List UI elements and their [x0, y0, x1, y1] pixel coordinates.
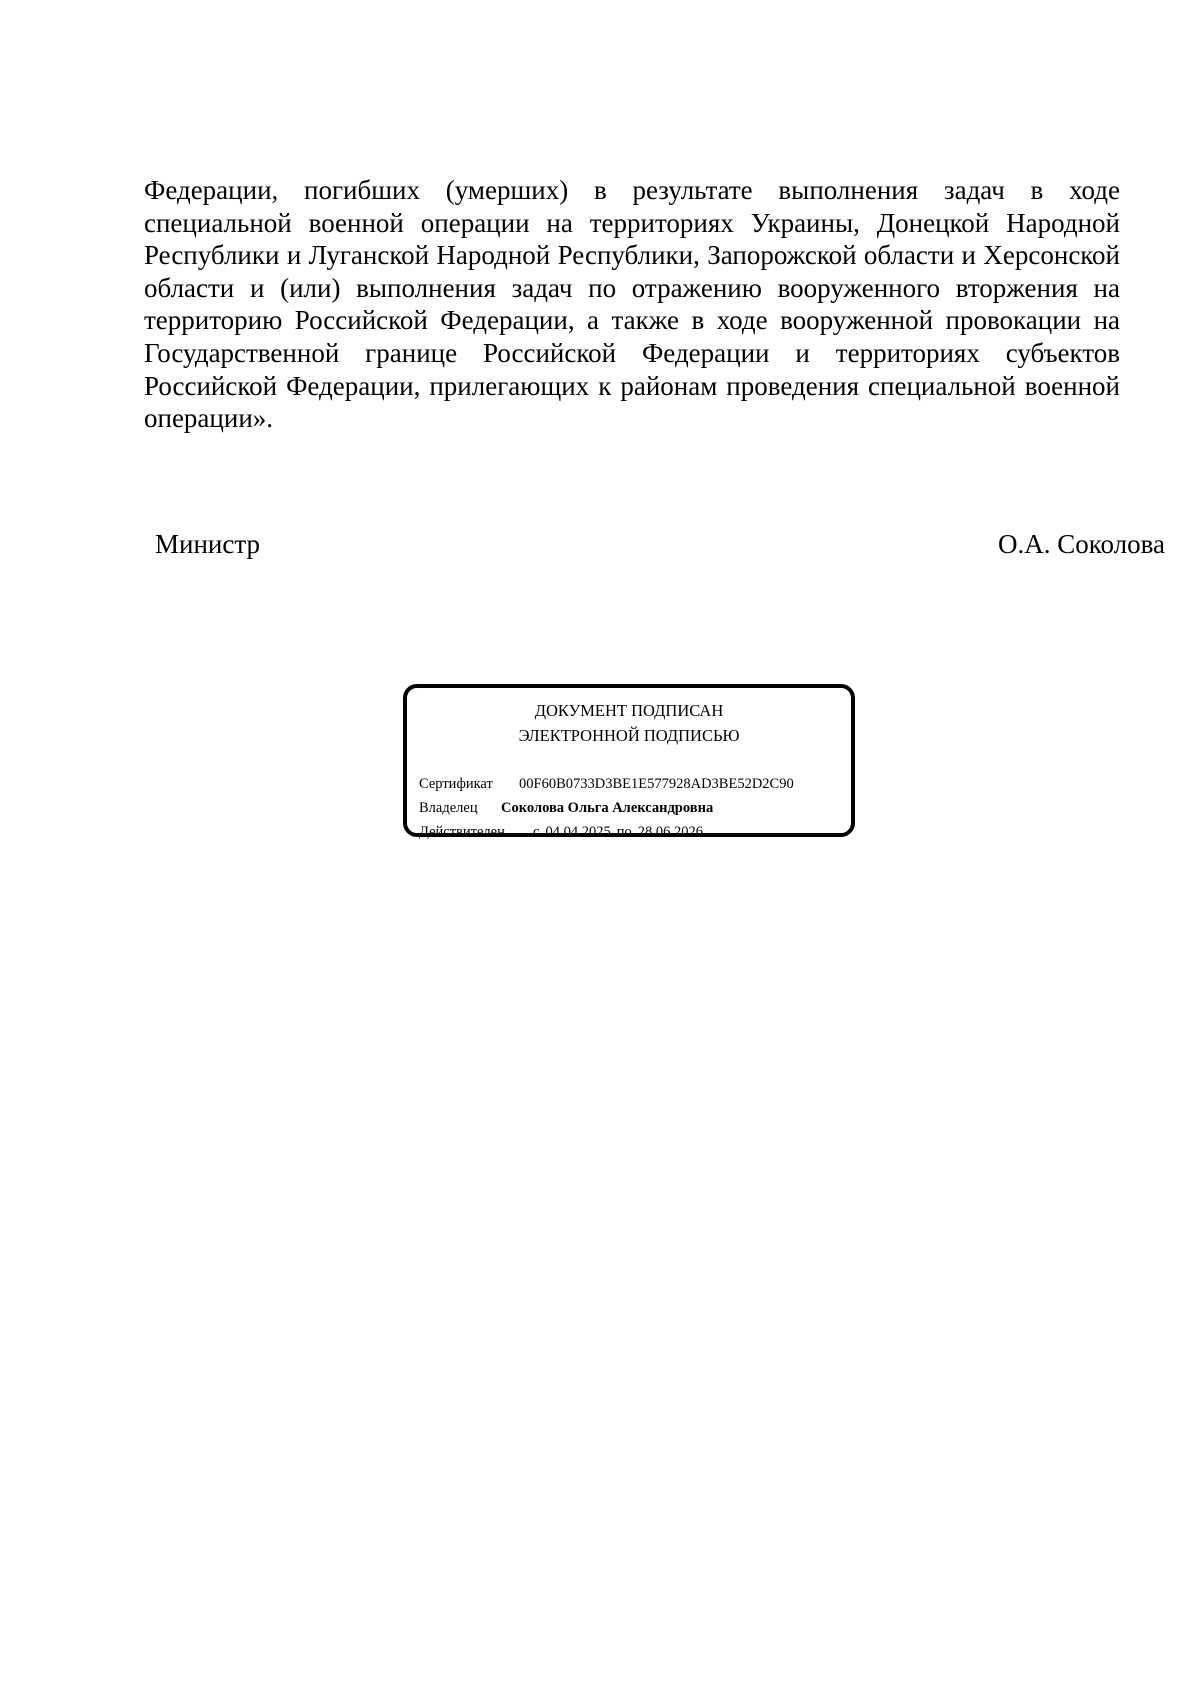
- owner-value: Соколова Ольга Александровна: [501, 800, 714, 816]
- valid-label: Действителен: [419, 824, 505, 840]
- stamp-title-line2: ЭЛЕКТРОННОЙ ПОДПИСЬЮ: [518, 726, 740, 745]
- valid-to-prefix: по: [616, 824, 632, 840]
- valid-from-date: 04.04.2025: [545, 824, 611, 840]
- stamp-title-line1: ДОКУМЕНТ ПОДПИСАН: [534, 701, 724, 720]
- body-paragraph: Федерации, погибших (умерших) в результате выполнения задач в ходе специальной военной операции на территориях Украины, Донецкой Народной Республики и Луганской Народной Республики, Запорожской области и Херсонской области и (или) выполнения задач по отражению вооруженного вторжения на территорию Российской Федерации, а также в ходе вооруженной провокации на Государственной границе Российской Федерации и территориях субъектов Российской Федерации, прилегающих к районам проведения специальной военной операции».: [144, 175, 1120, 434]
- signer-position: Министр: [155, 529, 260, 559]
- signer-name: О.А. Соколова: [998, 529, 1165, 559]
- valid-to-date: 28.06.2026: [637, 824, 703, 840]
- certificate-label: Сертификат: [419, 776, 493, 792]
- owner-label: Владелец: [419, 800, 478, 816]
- stamp-validity-row: [419, 822, 703, 842]
- electronic-signature-stamp: [403, 684, 855, 840]
- stamp-certificate-row: [419, 774, 794, 794]
- stamp-owner-row: [419, 798, 713, 818]
- valid-from-prefix: с: [533, 824, 540, 840]
- stamp-title: [407, 698, 851, 748]
- certificate-value: 00F60B0733D3BE1E577928AD3BE52D2C90: [519, 776, 794, 792]
